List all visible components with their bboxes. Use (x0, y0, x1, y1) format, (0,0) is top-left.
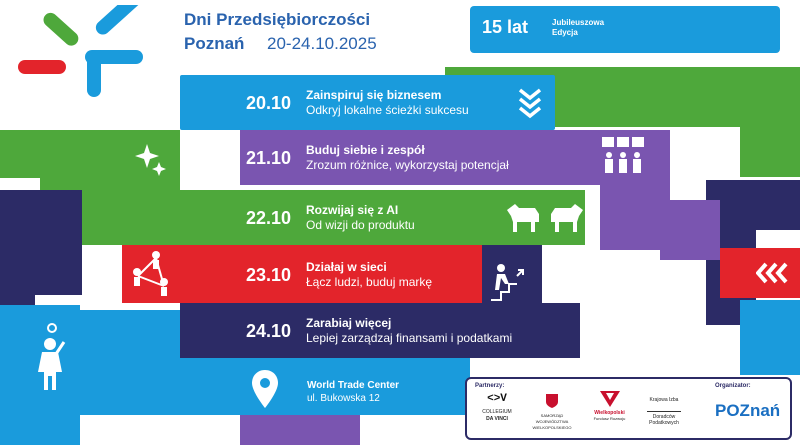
day-3-subtitle: Od wizji do produktu (306, 218, 415, 232)
badge-line2: Edycja (552, 28, 578, 37)
day-5-subtitle: Lepiej zarządzaj finansami i podatkami (306, 331, 513, 345)
day-2-text (246, 138, 509, 178)
partner-2-line2: WOJEWÓDZTWA WIELKOPOLSKIEGO (532, 419, 572, 430)
day-3-title: Rozwijaj się z AI (306, 203, 399, 217)
partner-3-line2: Fundusz Rozwoju (593, 416, 626, 421)
partner-4-line2: Doradców Podatkowych (649, 414, 679, 426)
day-1-subtitle: Odkryj lokalne ścieżki sukcesu (306, 103, 469, 117)
climber-icon (487, 262, 527, 302)
organizer-label: Organizator: (715, 383, 751, 389)
day-1-text (246, 83, 469, 123)
event-dates: 20-24.10.2025 (267, 34, 377, 53)
day-3-date: 22.10 (246, 207, 292, 228)
partners-label: Partnerzy: (475, 383, 505, 389)
day-5-text (246, 311, 512, 351)
chevrons-left-icon (756, 262, 788, 284)
day-2-subtitle: Zrozum różnice, wykorzystaj potencjał (306, 158, 509, 172)
venue-address: ul. Bukowska 12 (307, 393, 380, 404)
anniversary-badge (470, 6, 780, 53)
badge-line1: Jubileuszowa (552, 18, 605, 27)
day-1-title: Zainspiruj się biznesem (306, 88, 442, 102)
team-icon (600, 135, 646, 177)
day-5-title: Zarabiaj więcej (306, 316, 392, 330)
day-1-date: 20.10 (246, 92, 292, 113)
partner-1-line2: DA VINCI (486, 416, 508, 422)
day-4-title: Działaj w sieci (306, 260, 387, 274)
logo-icon (15, 5, 155, 100)
partner-logo-kidp (639, 393, 689, 435)
partner-logo-wfr (582, 391, 637, 435)
day-4-text (246, 255, 432, 295)
partner-logo-samorzad (527, 393, 577, 435)
day-4-subtitle: Łącz ludzi, buduj markę (306, 275, 433, 289)
day-4-date: 23.10 (246, 264, 292, 285)
venue-name: World Trade Center (307, 380, 400, 391)
organizer-logo: POZnań (715, 401, 781, 420)
page-title: Dni Przedsiębiorczości (184, 10, 371, 29)
day-2-date: 21.10 (246, 147, 292, 168)
partner-2-line1: SAMORZĄD (540, 413, 564, 418)
partner-logo-davinci: <>V COLLEGIUM DA VINCI (477, 393, 517, 435)
badge-number: 15 lat (482, 17, 529, 37)
blue-ribbon-right (740, 300, 800, 375)
page-title-city: Poznań (184, 34, 245, 53)
partners-box (465, 377, 792, 440)
chevrons-down-icon (518, 87, 542, 119)
partner-4-line1: Krajowa Izba (649, 397, 679, 403)
navy-ribbon-left-drop (0, 240, 35, 310)
partner-3-line1: Wielkopolski (594, 410, 625, 416)
day-2-title: Buduj siebie i zespół (306, 143, 425, 157)
goats-icon (505, 198, 585, 234)
day-3-text (246, 198, 415, 238)
location-pin-icon (252, 370, 278, 408)
woman-idea-icon (32, 322, 72, 392)
sparkle-icon (135, 140, 167, 176)
day-5-date: 24.10 (246, 320, 292, 341)
green-ribbon-right-drop (740, 67, 800, 177)
network-people-icon (130, 250, 174, 300)
purple-ribbon-right-2 (660, 200, 720, 260)
partner-1-line1: COLLEGIUM (482, 409, 512, 415)
